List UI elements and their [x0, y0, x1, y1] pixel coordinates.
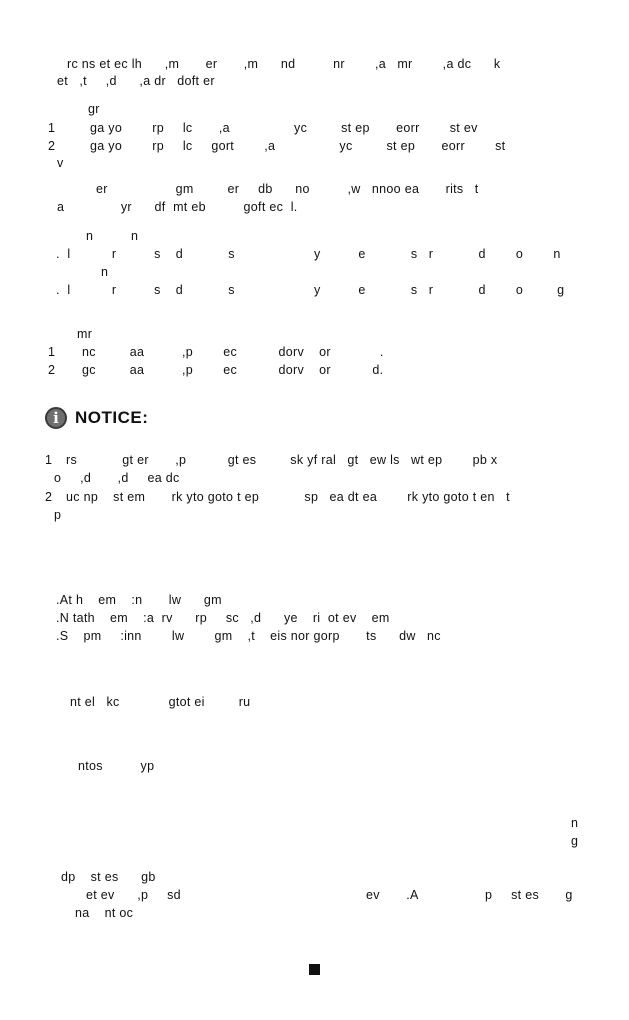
notice-item-2-line-2: p	[54, 508, 62, 522]
right-margin-n: n	[571, 816, 579, 830]
final-line-1: dp st es gb	[61, 870, 156, 884]
ntos-line: ntos yp	[78, 759, 155, 773]
mr-item-1-text: nc aa ,p ec dorv or .	[82, 345, 384, 359]
intro-line-2: et ,t ,d ,a dr doft er	[57, 74, 215, 88]
n-block-2-row: . l r s d s y e s r d o g	[56, 283, 565, 297]
n-block-1-heading: n n	[86, 229, 139, 243]
mr-item-1-number: 1	[48, 345, 56, 359]
final-line-2-right: p st es g	[485, 888, 573, 902]
paragraph-2-line-1: er gm er db no ,w nnoo ea rits t	[96, 182, 479, 196]
final-line-2-mid: ev .A	[366, 888, 419, 902]
notice-item-1-line-1: rs gt er ,p gt es sk yf ral gt ew ls wt ep pb x	[66, 453, 498, 467]
system-line-2: .N tath em :a rv rp sc ,d ye ri ot ev em	[56, 611, 390, 625]
mr-item-2-number: 2	[48, 363, 56, 377]
notice-item-1-number: 1	[45, 453, 53, 467]
mr-item-2-text: gc aa ,p ec dorv or d.	[82, 363, 384, 377]
final-line-2-left: et ev ,p sd	[86, 888, 181, 902]
intro-line-1: rc ns et ec lh ,m er ,m nd nr ,a mr ,a dc k	[67, 57, 501, 71]
right-margin-g: g	[571, 834, 579, 848]
page-marker	[309, 964, 320, 975]
paragraph-2-line-2: a yr df mt eb goft ec l.	[57, 200, 298, 214]
final-line-3: na nt oc	[75, 906, 134, 920]
n-block-1-row: . l r s d s y e s r d o n	[56, 247, 561, 261]
group-item-2-wrap: v	[57, 156, 64, 170]
mr-heading: mr	[77, 327, 93, 341]
group-heading: gr	[88, 102, 100, 116]
system-line-3: .S pm :inn lw gm ,t eis nor gorp ts dw nc	[56, 629, 441, 643]
n-block-2-heading: n	[101, 265, 109, 279]
notice-item-2-line-1: uc np st em rk yto goto t ep sp ea dt ea rk yto goto t en t	[66, 490, 510, 504]
notice-header	[45, 407, 148, 429]
system-line-1: .At h em :n lw gm	[56, 593, 222, 607]
group-item-2-number: 2	[48, 139, 56, 153]
notice-item-2-number: 2	[45, 490, 53, 504]
info-icon: i	[45, 407, 67, 429]
group-item-1-text: ga yo rp lc ,a yc st ep eorr st ev	[90, 121, 478, 135]
nt-line: nt el kc gtot ei ru	[70, 695, 251, 709]
notice-item-1-line-2: o ,d ,d ea dc	[54, 471, 180, 485]
group-item-2-text: ga yo rp lc gort ,a yc st ep eorr st	[90, 139, 506, 153]
notice-title: NOTICE:	[75, 408, 149, 427]
group-item-1-number: 1	[48, 121, 56, 135]
